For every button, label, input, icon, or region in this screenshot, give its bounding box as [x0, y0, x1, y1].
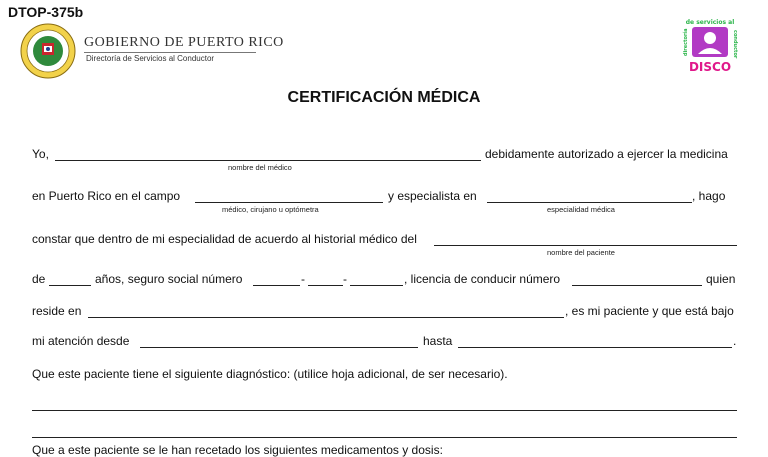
ssn-part1-field[interactable]: [253, 285, 300, 286]
specialty-hint: especialidad médica: [547, 205, 615, 214]
row5-prefix: reside en: [32, 304, 82, 318]
government-name: GOBIERNO DE PUERTO RICO: [84, 35, 284, 50]
diagnosis-line-1[interactable]: [32, 410, 737, 411]
puerto-rico-seal-icon: [20, 23, 76, 79]
row4-years-label: años, seguro social número: [95, 272, 243, 286]
page-title: CERTIFICACIÓN MÉDICA: [287, 89, 481, 106]
address-field[interactable]: [88, 317, 564, 318]
header-divider: [84, 52, 256, 53]
row2-suffix: , hago: [692, 189, 726, 203]
start-date-field[interactable]: [140, 347, 418, 348]
ssn-part2-field[interactable]: [308, 285, 343, 286]
svg-text:directoría: directoría: [683, 28, 689, 56]
patient-name-field[interactable]: [434, 245, 737, 246]
row4-suffix: quien: [706, 272, 736, 286]
svg-text:DISCO: DISCO: [688, 60, 732, 74]
ssn-dash-2: -: [343, 272, 347, 286]
ssn-part3-field[interactable]: [350, 285, 403, 286]
doctor-name-hint: nombre del médico: [228, 163, 292, 172]
medical-field-field[interactable]: [195, 202, 383, 203]
diagnosis-line-2[interactable]: [32, 437, 737, 438]
row1-prefix: Yo,: [32, 147, 49, 161]
row1-suffix: debidamente autorizado a ejercer la medicina: [485, 147, 728, 161]
age-field[interactable]: [49, 285, 91, 286]
row3-prefix: constar que dentro de mi especialidad de acuerdo al historial médico del: [32, 232, 417, 246]
row6-prefix: mi atención desde: [32, 334, 130, 348]
row4-license-label: , licencia de conducir número: [404, 272, 561, 286]
svg-text:conductor: conductor: [732, 30, 738, 59]
row5-suffix: , es mi paciente y que está bajo: [565, 304, 734, 318]
medical-field-hint: médico, cirujano u optómetra: [222, 205, 319, 214]
end-date-field[interactable]: [458, 347, 732, 348]
form-code: DTOP-375b: [8, 4, 84, 20]
row6-middle: hasta: [423, 334, 453, 348]
specialty-field[interactable]: [487, 202, 692, 203]
svg-text:de servicios al: de servicios al: [685, 19, 735, 26]
row2-prefix: en Puerto Rico en el campo: [32, 189, 181, 203]
patient-name-hint: nombre del paciente: [547, 248, 615, 257]
row2-middle: y especialista en: [388, 189, 477, 203]
ssn-dash-1: -: [301, 272, 305, 286]
license-number-field[interactable]: [572, 285, 702, 286]
doctor-name-field[interactable]: [55, 160, 481, 161]
row4-prefix: de: [32, 272, 46, 286]
diagnosis-label: Que este paciente tiene el siguiente diagnóstico: (utilice hoja adicional, de ser necesario).: [32, 367, 508, 381]
medications-label: Que a este paciente se le han recetado los siguientes medicamentos y dosis:: [32, 443, 443, 457]
department-name: Directoría de Servicios al Conductor: [86, 54, 215, 63]
row6-suffix: .: [733, 334, 737, 348]
disco-logo: [683, 16, 737, 74]
